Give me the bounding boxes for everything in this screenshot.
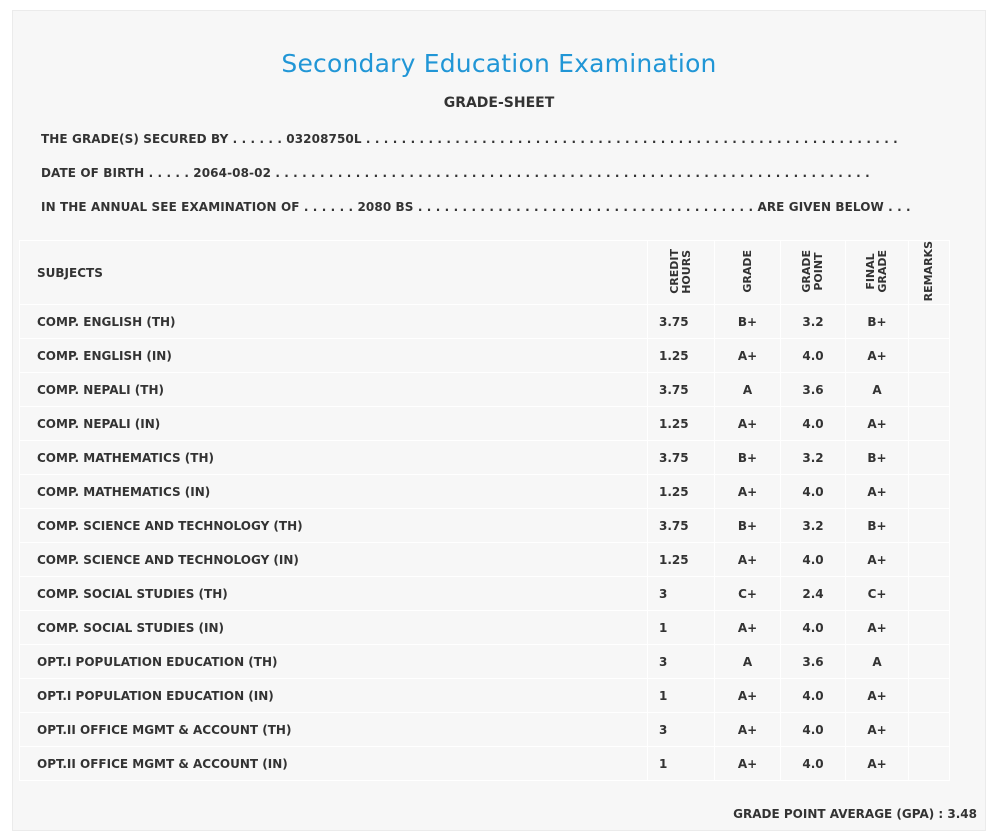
header-credit-hours: CREDIT HOURS xyxy=(668,248,693,294)
table-row xyxy=(20,475,950,509)
final-grade-cell: A+ xyxy=(846,407,909,441)
remarks-cell xyxy=(909,509,950,543)
final-grade-cell: A+ xyxy=(846,713,909,747)
final-grade-cell: A xyxy=(846,645,909,679)
credit-hours-cell: 1.25 xyxy=(648,475,715,509)
remarks-cell xyxy=(909,747,950,781)
grade-point-cell: 4.0 xyxy=(781,747,846,781)
grades-table xyxy=(19,240,950,781)
remarks-cell xyxy=(909,373,950,407)
grade-point-cell: 4.0 xyxy=(781,679,846,713)
grade-point-cell: 4.0 xyxy=(781,339,846,373)
credit-hours-cell: 1 xyxy=(648,611,715,645)
grade-point-cell: 2.4 xyxy=(781,577,846,611)
grade-cell: A+ xyxy=(715,543,781,577)
table-row xyxy=(20,747,950,781)
table-row xyxy=(20,577,950,611)
dob-value: 2064-08-02 xyxy=(193,166,272,180)
subject-cell: COMP. SCIENCE AND TECHNOLOGY (IN) xyxy=(20,543,648,577)
remarks-cell xyxy=(909,611,950,645)
final-grade-cell: A xyxy=(846,373,909,407)
credit-hours-cell: 3.75 xyxy=(648,305,715,339)
subject-cell: COMP. MATHEMATICS (TH) xyxy=(20,441,648,475)
remarks-cell xyxy=(909,475,950,509)
table-row xyxy=(20,645,950,679)
credit-hours-cell: 1.25 xyxy=(648,339,715,373)
final-grade-cell: A+ xyxy=(846,611,909,645)
subject-cell: COMP. NEPALI (IN) xyxy=(20,407,648,441)
grade-point-cell: 3.6 xyxy=(781,373,846,407)
credit-hours-cell: 1 xyxy=(648,679,715,713)
grade-point-cell: 3.6 xyxy=(781,645,846,679)
grade-point-cell: 3.2 xyxy=(781,441,846,475)
final-grade-cell: A+ xyxy=(846,475,909,509)
table-row xyxy=(20,339,950,373)
exam-suffix: ARE GIVEN BELOW . . . xyxy=(757,200,911,214)
final-grade-cell: A+ xyxy=(846,339,909,373)
grade-point-cell: 3.2 xyxy=(781,305,846,339)
final-grade-cell: B+ xyxy=(846,441,909,475)
subject-cell: COMP. SCIENCE AND TECHNOLOGY (TH) xyxy=(20,509,648,543)
grade-cell: C+ xyxy=(715,577,781,611)
secured-by-value: 03208750L xyxy=(286,132,362,146)
grade-point-cell: 4.0 xyxy=(781,543,846,577)
subject-cell: COMP. ENGLISH (TH) xyxy=(20,305,648,339)
grade-point-cell: 4.0 xyxy=(781,611,846,645)
subject-cell: OPT.I POPULATION EDUCATION (TH) xyxy=(20,645,648,679)
remarks-cell xyxy=(909,305,950,339)
grade-point-cell: 4.0 xyxy=(781,475,846,509)
grade-point-cell: 4.0 xyxy=(781,407,846,441)
secured-by-line: THE GRADE(S) SECURED BY . . . . . . 03208750L . . . . . . . . . . . . . . . . . . . . . . . . . . . . . . . . . . . . . . . . . . . . . . . . . . . . . . . . . . . . xyxy=(41,132,898,146)
grade-cell: A+ xyxy=(715,339,781,373)
final-grade-cell: A+ xyxy=(846,747,909,781)
header-subjects: SUBJECTS xyxy=(20,241,648,305)
dob-line: DATE OF BIRTH . . . . . 2064-08-02 . . . . . . . . . . . . . . . . . . . . . . . . . . . . . . . . . . . . . . . . . . . . . . . . . . . . . . . . . . . . . . . . . . . xyxy=(41,166,870,180)
grade-cell: A+ xyxy=(715,475,781,509)
credit-hours-cell: 3 xyxy=(648,713,715,747)
table-row xyxy=(20,611,950,645)
table-row xyxy=(20,713,950,747)
remarks-cell xyxy=(909,645,950,679)
page-subtitle: GRADE-SHEET xyxy=(443,95,555,111)
credit-hours-cell: 3.75 xyxy=(648,509,715,543)
table-row xyxy=(20,441,950,475)
grade-cell: A+ xyxy=(715,407,781,441)
header-grade-point: GRADE POINT xyxy=(800,249,825,293)
page-title: Secondary Education Examination xyxy=(281,49,717,78)
table-header-row xyxy=(20,241,950,305)
final-grade-cell: B+ xyxy=(846,509,909,543)
final-grade-cell: A+ xyxy=(846,679,909,713)
dob-label: DATE OF BIRTH xyxy=(41,166,145,180)
remarks-cell xyxy=(909,407,950,441)
grade-cell: A xyxy=(715,645,781,679)
exam-value: 2080 BS xyxy=(357,200,414,214)
credit-hours-cell: 1.25 xyxy=(648,407,715,441)
subject-cell: COMP. MATHEMATICS (IN) xyxy=(20,475,648,509)
exam-line: IN THE ANNUAL SEE EXAMINATION OF . . . . . . 2080 BS . . . . . . . . . . . . . . . . . . . . . . . . . . . . . . . . . . . . . . ARE GIVEN BELOW . . . xyxy=(41,200,911,214)
final-grade-cell: C+ xyxy=(846,577,909,611)
subject-cell: OPT.I POPULATION EDUCATION (IN) xyxy=(20,679,648,713)
exam-label: IN THE ANNUAL SEE EXAMINATION OF xyxy=(41,200,300,214)
table-row xyxy=(20,679,950,713)
credit-hours-cell: 3 xyxy=(648,645,715,679)
grade-cell: A+ xyxy=(715,747,781,781)
credit-hours-cell: 1 xyxy=(648,747,715,781)
table-row xyxy=(20,543,950,577)
table-row xyxy=(20,373,950,407)
credit-hours-cell: 3.75 xyxy=(648,441,715,475)
header-final-grade: FINAL GRADE xyxy=(864,249,889,293)
table-row xyxy=(20,509,950,543)
subject-cell: COMP. SOCIAL STUDIES (IN) xyxy=(20,611,648,645)
remarks-cell xyxy=(909,577,950,611)
final-grade-cell: B+ xyxy=(846,305,909,339)
credit-hours-cell: 1.25 xyxy=(648,543,715,577)
final-grade-cell: A+ xyxy=(846,543,909,577)
subject-cell: OPT.II OFFICE MGMT & ACCOUNT (TH) xyxy=(20,713,648,747)
grade-cell: A+ xyxy=(715,611,781,645)
gpa-summary: GRADE POINT AVERAGE (GPA) : 3.48 xyxy=(733,807,977,821)
secured-by-label: THE GRADE(S) SECURED BY xyxy=(41,132,229,146)
grade-cell: A xyxy=(715,373,781,407)
remarks-cell xyxy=(909,543,950,577)
header-grade: GRADE xyxy=(740,249,754,293)
credit-hours-cell: 3 xyxy=(648,577,715,611)
grade-cell: A+ xyxy=(715,679,781,713)
remarks-cell xyxy=(909,441,950,475)
grade-cell: B+ xyxy=(715,441,781,475)
remarks-cell xyxy=(909,339,950,373)
subject-cell: COMP. SOCIAL STUDIES (TH) xyxy=(20,577,648,611)
subject-cell: OPT.II OFFICE MGMT & ACCOUNT (IN) xyxy=(20,747,648,781)
table-row xyxy=(20,305,950,339)
grade-cell: B+ xyxy=(715,509,781,543)
grade-cell: A+ xyxy=(715,713,781,747)
subject-cell: COMP. NEPALI (TH) xyxy=(20,373,648,407)
remarks-cell xyxy=(909,679,950,713)
table-row xyxy=(20,407,950,441)
subject-cell: COMP. ENGLISH (IN) xyxy=(20,339,648,373)
grade-point-cell: 3.2 xyxy=(781,509,846,543)
grade-point-cell: 4.0 xyxy=(781,713,846,747)
grade-cell: B+ xyxy=(715,305,781,339)
grade-sheet xyxy=(12,10,986,831)
header-remarks: REMARKS xyxy=(922,241,935,302)
credit-hours-cell: 3.75 xyxy=(648,373,715,407)
remarks-cell xyxy=(909,713,950,747)
